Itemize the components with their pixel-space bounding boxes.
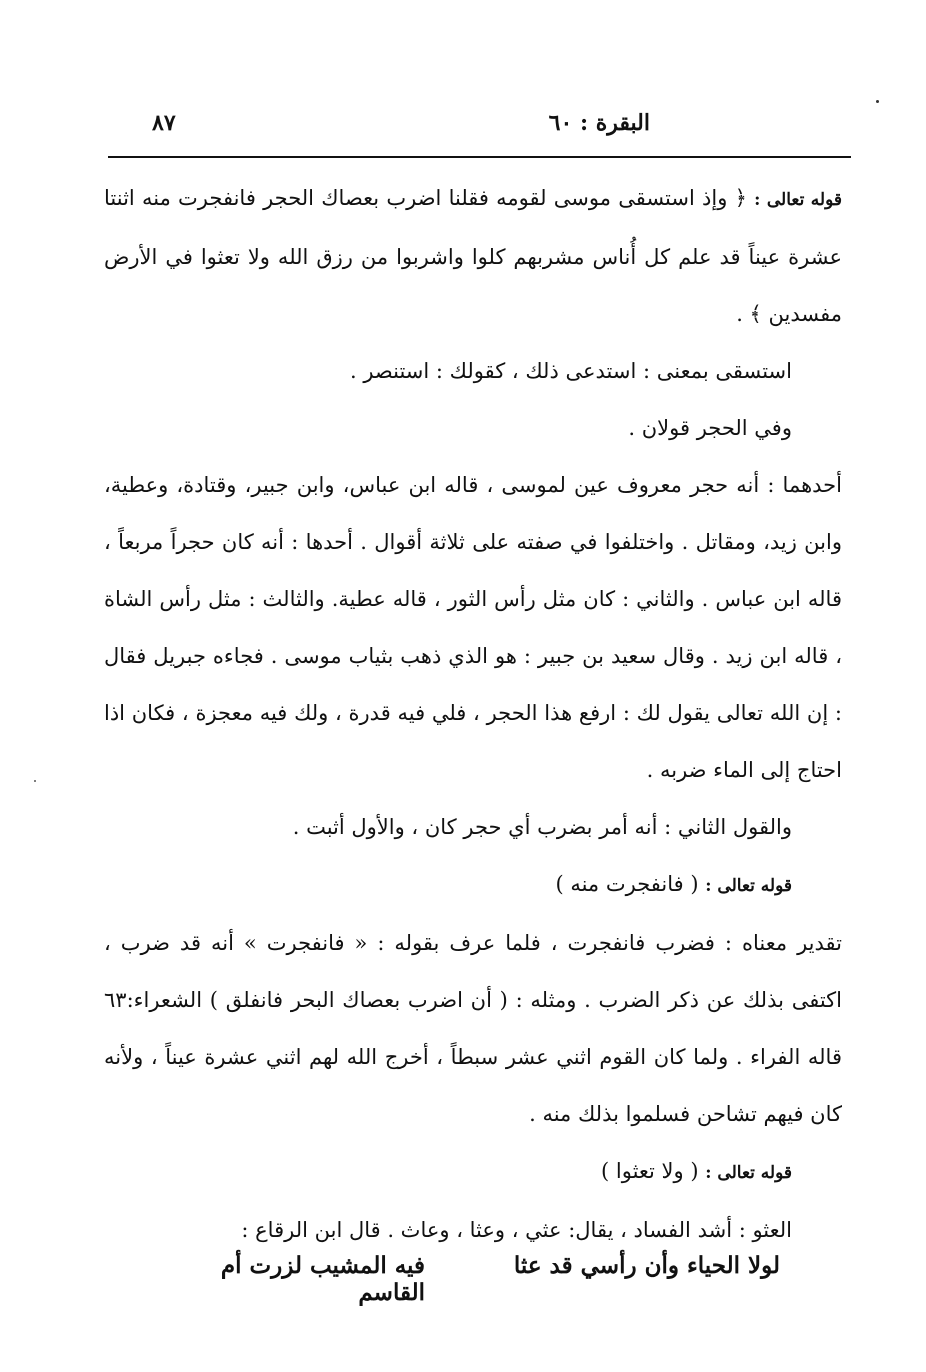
margin-speck — [876, 100, 879, 103]
paragraph-text: ( فانفجرت منه ) — [555, 872, 706, 896]
paragraph-text: وفي الحجر قولان . — [628, 416, 792, 440]
page-header — [100, 106, 850, 146]
verse-hemistich-first: لولا الحياء وأن رأسي قد عثا — [513, 1252, 780, 1279]
paragraph-lead: قوله تعالى : — [754, 190, 842, 210]
paragraph-definition — [104, 343, 842, 400]
running-title: البقرة : ٦٠ — [548, 110, 650, 136]
paragraph-explanation — [104, 915, 842, 1143]
paragraph-second-view — [104, 799, 842, 856]
paragraph-text: أحدهما : أنه حجر معروف عين لموسى ، قاله ابن عباس، وابن جبير، وقتادة، وعطية، وابن زيد، ومقاتل . واختلفوا في صفته على ثلاثة أقوال . أحدها : أنه كان حجراً مربعاً ، قاله ابن عباس . والثاني : كان مثل رأس الثور ، قاله عطية. والثالث : مثل رأس الشاة ، قاله ابن زيد . وقال سعيد بن جبير : هو الذي ذهب بثياب موسى . فجاءه جبريل فقال : إن الله تعالى يقول لك : ارفع هذا الحجر ، فلي فيه قدرة ، ولك فيه معجزة ، فكان اذا احتاج إلى الماء ضربه . — [104, 473, 842, 782]
paragraph-text: والقول الثاني : أنه أمر بضرب أي حجر كان ، والأول أثبت . — [292, 815, 792, 839]
paragraph-heading-taathaw — [104, 1143, 842, 1202]
paragraph-first-view — [104, 457, 842, 799]
poetry-verse — [180, 1252, 780, 1306]
paragraph-text: ( ولا تعثوا ) — [601, 1159, 706, 1183]
paragraph-heading-fanfajarat — [104, 856, 842, 915]
page-number: ٨٧ — [152, 110, 176, 136]
paragraph-text: العثو : أشد الفساد ، يقال: عثي ، وعثا ، وعاث . قال ابن الرقاع : — [241, 1218, 792, 1242]
verse-hemistich-second: فيه المشيب لزرت أم القاسم — [220, 1252, 425, 1306]
page-body — [104, 170, 842, 1259]
paragraph-text: ﴿ وإذ استسقى موسى لقومه فقلنا اضرب بعصاك الحجر فانفجرت منه اثنتا عشرة عيناً قد علم كل أُناس مشربهم كلوا واشربوا من رزق الله ولا تعثوا في الأرض مفسدين ﴾ . — [104, 186, 842, 326]
paragraph-verse-quote — [104, 170, 842, 343]
header-rule — [108, 156, 851, 158]
paragraph-text: تقدير معناه : فضرب فانفجرت ، فلما عرف بقوله : « فانفجرت » أنه قد ضرب ، اكتفى بذلك عن ذكر الضرب . ومثله : ( أن اضرب بعصاك البحر فانفلق ) الشعراء:٦٣ قاله الفراء . ولما كان القوم اثني عشر سبطاً ، أخرج الله لهم اثني عشرة عيناً ، ولأنه كان فيهم تشاحن فسلموا بذلك منه . — [104, 931, 842, 1126]
paragraph-lead: قوله تعالى : — [705, 1163, 792, 1183]
margin-speck — [34, 780, 36, 782]
paragraph-text: استسقى بمعنى : استدعى ذلك ، كقولك : استنصر . — [349, 359, 792, 383]
paragraph-lead: قوله تعالى : — [705, 876, 792, 896]
paragraph-two-views — [104, 400, 842, 457]
paragraph-athw-definition — [104, 1202, 842, 1259]
